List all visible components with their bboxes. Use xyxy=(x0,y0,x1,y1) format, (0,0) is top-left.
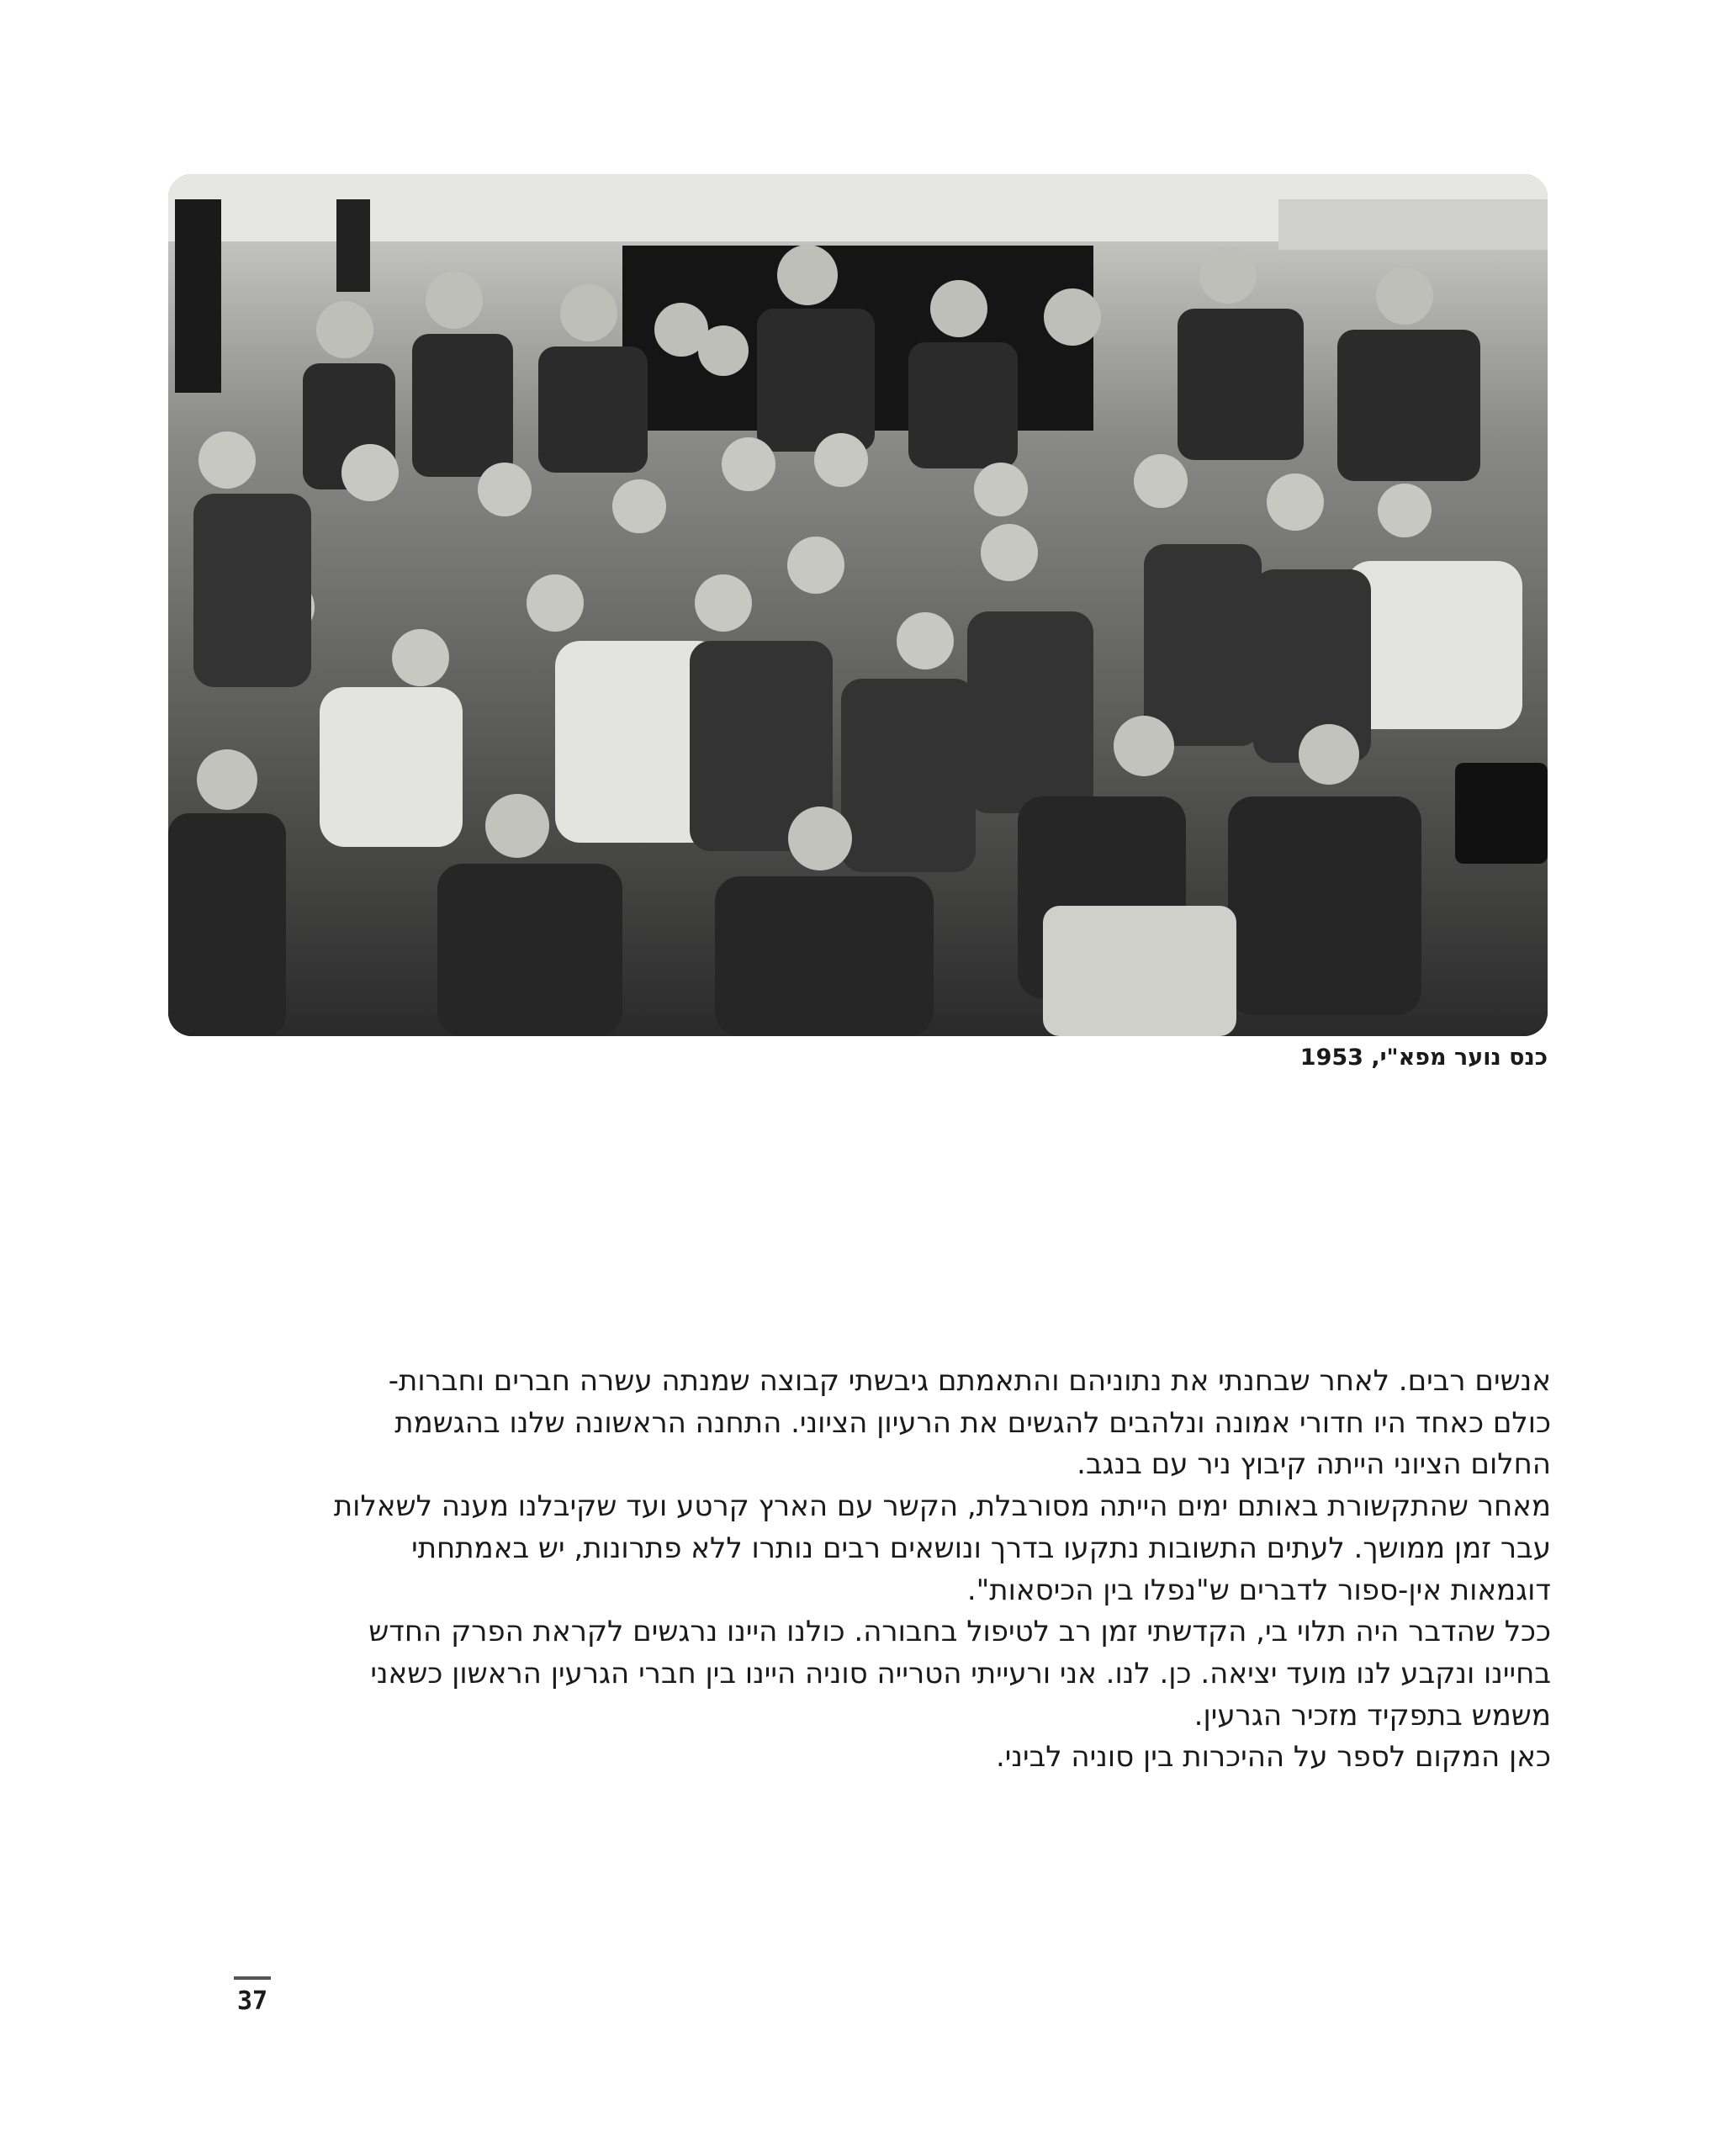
page-number: 37 xyxy=(236,1986,268,2016)
body-line: משמש בתפקיד מזכיר הגרעין. xyxy=(1194,1698,1551,1732)
body-line: כולם כאחד היו חדורי אמונה ונלהבים להגשים את הרעיון הציוני. התחנה הראשונה שלנו בהגשמת xyxy=(394,1405,1551,1440)
body-line: בחיינו ונקבע לנו מועד יציאה. כן. לנו. אני ורעייתי הטרייה סוניה היינו בין חברי הגרעין הראשון כשאני xyxy=(370,1656,1551,1690)
body-line: אנשים רבים. לאחר שבחנתי את נתוניהם והתאמתם גיבשתי קבוצה שמנתה עשרה חברים וחברות- xyxy=(388,1364,1551,1398)
body-line: כאן המקום לספר על ההיכרות בין סוניה לביני. xyxy=(996,1740,1551,1775)
body-line: עבר זמן ממושך. לעתים התשובות נתקעו בדרך ונושאים רבים נותרו ללא פתרונות, יש באמתחתי xyxy=(411,1531,1551,1565)
group-photo xyxy=(168,174,1548,1036)
body-line: החלום הציוני הייתה קיבוץ ניר עם בנגב. xyxy=(1077,1447,1551,1482)
group-photo-image xyxy=(168,174,1548,1036)
body-line: דוגמאות אין-ספור לדברים ש"נפלו בין הכיסאות". xyxy=(966,1573,1551,1607)
photo-caption: כנס נוער מפא"י, 1953 xyxy=(1299,1045,1548,1071)
body-line: ככל שהדבר היה תלוי בי, הקדשתי זמן רב לטיפול בחבורה. כולנו היינו נרגשים לקראת הפרק החדש xyxy=(368,1615,1551,1649)
body-line: מאחר שהתקשורת באותם ימים הייתה מסורבלת, הקשר עם הארץ קרטע ועד שקיבלנו מענה לשאלות xyxy=(333,1489,1551,1524)
page-number-rule xyxy=(234,1976,271,1980)
body-text xyxy=(165,1361,1551,1779)
